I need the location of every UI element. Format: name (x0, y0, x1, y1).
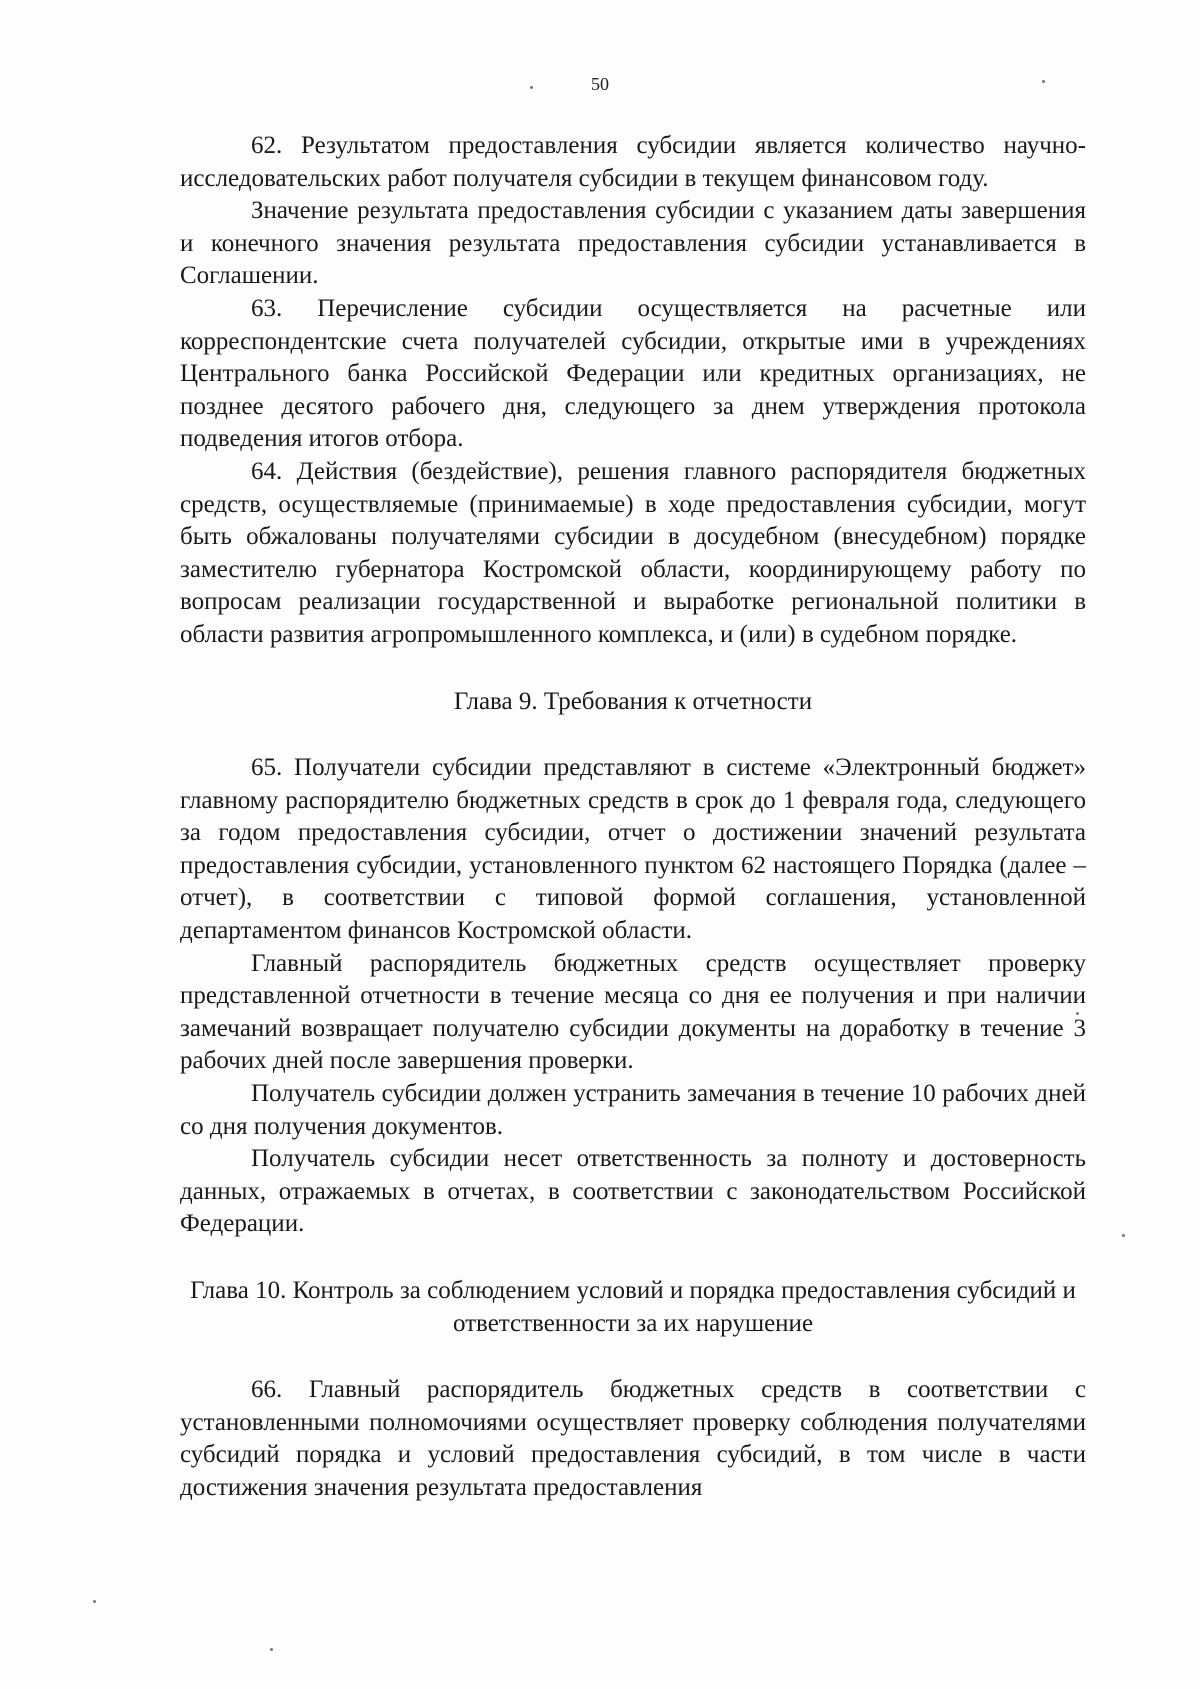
paragraph-62-result-value: Значение результата предоставления субсидии с указанием даты завершения и конечного значения результата предоставления субсидии устанавливается в Соглашении. (180, 197, 1086, 290)
scan-speck (1042, 80, 1045, 83)
paragraph-65: 65. Получатели субсидии представляют в системе «Электронный бюджет» главному распорядителю бюджетных средств в срок до 1 февраля года, следующего за годом предоставления субсидии, отчет о достижении значений результата предоставления субсидии, установленного пунктом 62 настоящего Порядка (далее – отчет), в соответствии с типовой формой соглашения, установленной департаментом финансов Костромской области. (180, 754, 1086, 945)
paragraph-65-verification: Главный распорядитель бюджетных средств осуществляет проверку представленной отчетности в течение месяца со дня ее получения и при наличии замечаний возвращает получателю субсидии документы на доработку в течение 3 рабочих дней после завершения проверки. (180, 949, 1086, 1075)
scan-speck (270, 1648, 273, 1651)
chapter-10-heading: Глава 10. Контроль за соблюдением условий и порядка предоставления субсидий и ответственности за их нарушение (190, 1277, 1076, 1337)
page-number: 50 (591, 74, 609, 94)
paragraph-64: 64. Действия (бездействие), решения главного распорядителя бюджетных средств, осуществляемые (принимаемые) в ходе предоставления субсидии, могут быть обжалованы получателями субсидии в досудебном (внесудебном) порядке заместителю губернатора Костромской области, координирующему работу по вопросам реализации государственной и выработке региональной политики в области развития агропромышленного комплекса, и (или) в судебном порядке. (180, 457, 1086, 648)
paragraph-63: 63. Перечисление субсидии осуществляется на расчетные или корреспондентские счета получателей субсидии, открытые ими в учреждениях Центрального банка Российской Федерации или кредитных организациях, не позднее десятого рабочего дня, следующего за днем утверждения протокола подведения итогов отбора. (180, 294, 1086, 453)
paragraph-65-responsibility: Получатель субсидии несет ответственность за полноту и достоверность данных, отражаемых в отчетах, в соответствии с законодательством Российской Федерации. (180, 1145, 1086, 1238)
scan-speck (1076, 1012, 1079, 1015)
document-body (180, 130, 1086, 1505)
paragraph-65-corrections: Получатель субсидии должен устранить замечания в течение 10 рабочих дней со дня получения документов. (180, 1080, 1086, 1140)
chapter-9-heading: Глава 9. Требования к отчетности (453, 687, 813, 715)
scan-speck (530, 86, 533, 89)
scan-speck (1122, 1234, 1125, 1237)
scan-speck (93, 1600, 96, 1603)
paragraph-62: 62. Результатом предоставления субсидии является количество научно-исследовательских работ получателя субсидии в текущем финансовом году. (180, 132, 1086, 192)
paragraph-66: 66. Главный распорядитель бюджетных средств в соответствии с установленными полномочиями осуществляет проверку соблюдения получателями субсидий порядка и условий предоставления субсидий, в том числе в части достижения значения результата предоставления (180, 1376, 1086, 1501)
